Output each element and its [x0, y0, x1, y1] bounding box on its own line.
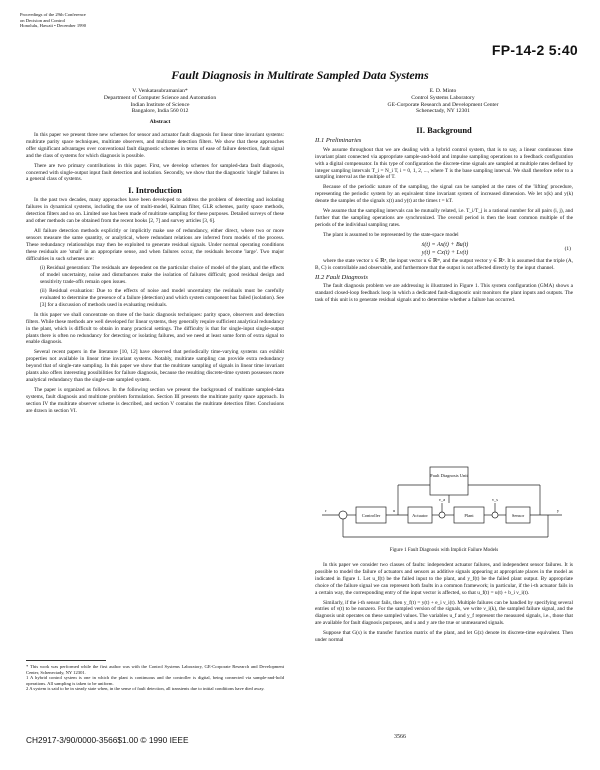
actuator-fault-junction: [439, 512, 445, 518]
section-heading-intro: I. Introduction: [128, 185, 182, 196]
session-code: FP-14-2 5:40: [491, 42, 578, 58]
section-heading-background: II. Background: [416, 125, 472, 135]
intro-para: In this paper we shall concentrate on three of the basic diagnosis techniques: parity space, observers and detection filters. While these methods are well developed for linear systems, they generally require sufficient analytical redundancy in the plant, which is difficult to obtain in many practical settings. The difficulty is that for single-input single-output plants there is often no redundancy for detecting or isolating failures, and we need at least some form of extra signal to enable diagnosis.: [26, 311, 284, 346]
actuator-label: Actuator: [412, 513, 428, 518]
sensor-fault-junction: [492, 512, 498, 518]
nu-a-label: ν_a: [438, 497, 446, 502]
abstract-heading: Abstract: [149, 119, 171, 125]
r-label: r: [325, 508, 327, 513]
equation-number: (1): [564, 245, 571, 252]
equation-line: y(t) = Cx(t) + Lν(t): [421, 249, 469, 256]
footnote-rule: [26, 660, 106, 661]
summing-junction: [339, 511, 347, 519]
author-dept: Department of Computer Science and Automation: [103, 94, 217, 101]
right-column-top: [315, 127, 573, 307]
abstract-para: In this paper we present three new schemes for sensor and actuator fault diagnosis for linear time invariant systems: multirate parity space techniques, multirate observers, and multirate detection filters. We show that these approaches offer significant advantages over conventional fault diagnostic schemes in terms of ease of failure detection, fault signal and the class of systems for which diagnosis is possible.: [26, 132, 284, 159]
author-org: GE-Corporate Research and Development Center: [387, 101, 499, 108]
author-org: Indian Institute of Science: [130, 101, 190, 108]
figure-1-caption: Figure 1 Fault Diagnosis with Implicit Failure Models: [389, 548, 499, 553]
footnote: 1 A hybrid control system is one in which the plant is continuous and the controller is digital, being connected via sample-and-hold operations. All sampling is taken to be uniform.: [26, 675, 284, 686]
intro-para: All failure detection methods explicitly or implicitly make use of redundancy, either direct, where two or more sensors measure the same quantity, or analytical, where redundant relations are inferred from models of the process. These redundancy relationships may then be exploited to generate residual signals. Under normal operating conditions these residuals are 'small' in an appropriate sense, and when failures occur, the residuals become 'large'. Two major difficulties in such schemes are:: [26, 227, 284, 262]
intro-para: Several recent papers in the literature [10, 12] have observed that periodically time-varying systems can exhibit properties not available in linear time invariant systems. Notably, multirate sampling can provide extra redundancy beyond that of single-rate sampling. In this paper we show that the multirate sampling of signals in linear time invariant plants also offers interesting possibilities for failure diagnosis, because the resulting discrete-time system possesses more analytical redundancy than the single-rate sampled system.: [26, 349, 284, 383]
author-addr: Bangalore, India 560 012: [131, 108, 189, 115]
proceedings-header: [20, 12, 220, 29]
author-block-1: [40, 88, 280, 115]
nu-s-label: ν_s: [491, 497, 499, 502]
figure-1-diagram: [318, 465, 570, 545]
equation-1: [315, 242, 573, 258]
subsection-heading-preliminaries: II.1 Preliminaries: [315, 136, 362, 144]
proc-line-1: Proceedings of the 29th Conference: [20, 12, 86, 17]
body-para: The fault diagnosis problem we are addressing is illustrated in Figure 1. This system configuration (GMA) shows a standard closed-loop feedback loop in which a dedicated fault-diagnostic unit monitors the plant inputs and outputs. The task of this unit is to generate residual signals and to determine whether a failure has occurred.: [315, 283, 573, 304]
body-para: Because of the periodic nature of the sampling, the signal can be sampled at the rates of the 'lifting' procedure, representing the periodic system by an equivalent time invariant system of increased dimension. We let x(k) and y(k) denote the samples of the signals x(t) and y(t) at the times t = kT.: [315, 184, 573, 205]
list-item: (i) Residual generation: The residuals are dependent on the particular choice of model of the plant, and the effects of model uncertainty, noise and disturbances make the isolation of failures difficult; good residual design and sensitivity trade-offs remain open issues.: [40, 265, 284, 286]
abstract-para: There are two primary contributions in this paper. First, we develop schemes for sampled-data fault diagnosis, concerned with single-output input fault detection and isolation. Secondly, we show that the diagnostic 'single' failures in a general class of systems.: [26, 162, 284, 183]
page-number: 3566: [394, 734, 406, 740]
body-para: where the state vector x ∈ ℝⁿ, the input vector u ∈ ℝᵐ, and the output vector y ∈ ℝᵖ. It is assumed that the triple (A, B, C) is controllable and observable, and furthermore that the output is not affected directly by the input channel.: [315, 257, 573, 271]
equation-line: ẋ(t) = Ax(t) + Bu(t): [421, 241, 469, 248]
list-item: (ii) Residual evaluation: Due to the effects of noise and model uncertainty the residuals must be carefully evaluated to determine the presence of a failure (detection) and which system component has failed (isolation). See [3] for a discussion of methods used in evaluating residuals.: [40, 288, 285, 308]
body-para: In this paper we consider two classes of faults: independent actuator failures, and independent sensor failures. It is possible to model the failure of actuators and sensors as additive signals appearing at appropriate places in the model as indicated in figure 1. Let u_f(t) be the failed input to the plant, and y_f(t) be the failed plant output. By appropriate choice of the failure signal we can represent both faults in a common framework; in particular, if the i-th actuator fails in a certain way, the corresponding entry of the input vector is affected, so that u_f(t) = u(t) + b_i ν_i(t).: [315, 562, 573, 596]
sensor-label: Sensor: [511, 513, 525, 518]
author-name: E. D. Minto: [429, 88, 457, 94]
u-label: u: [392, 508, 396, 513]
plant-label: Plant: [464, 513, 474, 518]
fault-diagnosis-unit-box: [430, 467, 468, 495]
right-column-bottom: [315, 562, 573, 647]
body-para: Suppose that G(s) is the transfer function matrix of the plant, and let G(z) denote its discrete-time equivalent. Then under normal: [315, 630, 573, 644]
left-column: [26, 132, 284, 418]
footnote: * This work was performed while the first author was with the Control Systems Laboratory, GE-Corporate Research and Development Center, Schenectady, NY 12301.: [26, 664, 284, 675]
intro-list: [26, 265, 284, 308]
y-label: y: [556, 508, 560, 513]
body-para: We assume that the sampling intervals can be mutually related, i.e. T_i/T_j is a rational number for all pairs (i, j), and further that the sampling operations are synchronized. The overall period is then the least common multiple of the periods of the individual sampling rates.: [315, 208, 573, 228]
author-block-2: [318, 88, 568, 115]
footnotes: [26, 664, 284, 692]
controller-label: Controller: [361, 513, 381, 518]
body-para: The plant is assumed to be represented by the state-space model: [323, 231, 459, 238]
intro-para: The paper is organized as follows. In the following section we present the background of multirate sampled-data systems, fault diagnosis and multirate problem formulation. Section III presents the multirate parity space approach. In section IV the multirate observer scheme is described, and section V contains the multirate detection filter. Conclusions are drawn in section VI.: [26, 386, 284, 414]
author-dept: Control Systems Laboratory: [411, 94, 475, 101]
fault-diagnosis-unit-label: Fault Diagnosis Unit: [430, 473, 468, 478]
copyright-code: CH2917-3/90/0000-3566$1.00 © 1990 IEEE: [26, 735, 189, 745]
footnote: 2 A system is said to be in steady state when, in the sense of fault detection, all transients due to initial conditions have died away.: [26, 686, 265, 692]
author-name: V. Venkatasubramanian*: [132, 88, 188, 94]
author-addr: Schenectady, NY 12301: [416, 108, 470, 115]
paper-title: Fault Diagnosis in Multirate Sampled Data Systems: [171, 68, 429, 82]
proc-line-3: Honolulu, Hawaii • December 1990: [20, 23, 87, 29]
body-para: We assume throughout that we are dealing with a hybrid control system, that is to say, a linear continuous time invariant plant connected via appropriate sample-and-hold and impulse sampling operations to a feedback configuration with a digital compensator. In this type of configuration the discrete-time signals are sampled at multiple rates defined by integer sampling intervals T_i = N_i T, i = 0, 1, 2, ..., where T is the base sampling interval. We shall therefore refer to a sampling interval as the multiple of T.: [315, 146, 573, 181]
body-para: Similarly, if the i-th sensor fails, then y_f(t) = y(t) + e_i ν_i(t). Multiple failures can be handled by specifying several entries of ν(t) to be nonzero. For the sampled version of the signals, we write ν_i(k), the sampled failure signal, and the diagnosis unit operates on these sampled values. The variables u_f and y_f represent the measured signals, i.e., those that are available for fault diagnosis purposes, and u and y are the true or unmeasured signals.: [315, 599, 573, 627]
subsection-heading-fault-diagnosis: II.2 Fault Diagnosis: [315, 273, 368, 281]
intro-para: In the past two decades, many approaches have been developed to address the problem of detecting and isolating failures in dynamical systems, including the use of multi-model, Kalman filter, GLR schemes, parity space methods, detection filters and so on. Limited use has been made of multirate sampling for these purposes. Detailed surveys of these and other methods can be obtained from the recent books [2, 7] and survey articles [3, 6].: [26, 197, 284, 224]
proc-line-2: on Decision and Control: [20, 17, 66, 23]
